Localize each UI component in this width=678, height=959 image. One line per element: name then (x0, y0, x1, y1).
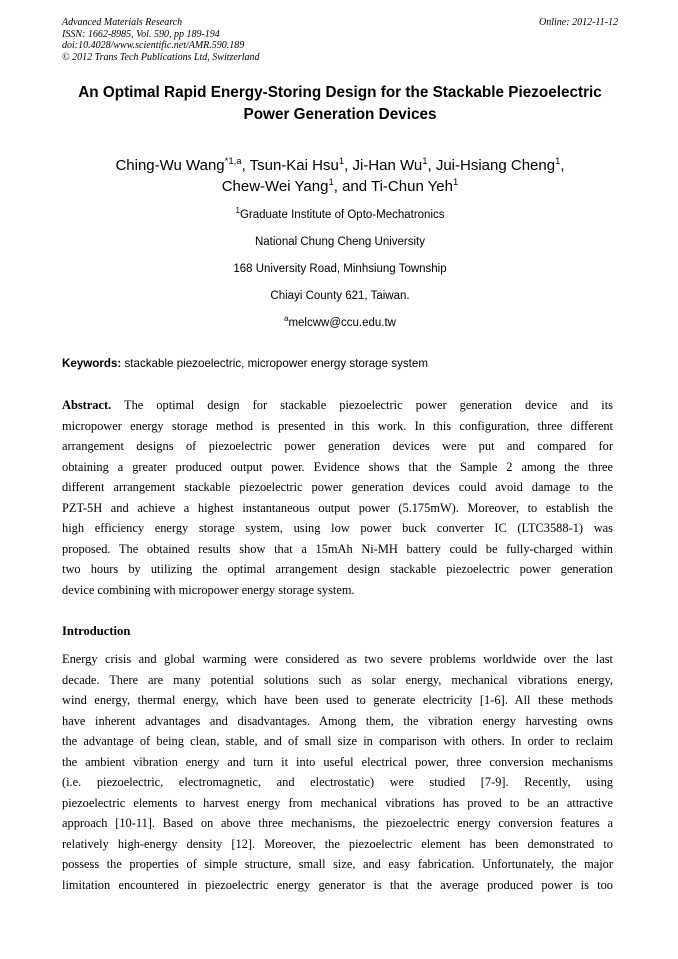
title-line-1: An Optimal Rapid Energy-Storing Design for the Stackable Piezoelectric (78, 84, 602, 101)
intro-line: piezoelectric elements to harvest energy from mechanical vibrations has proved to be an attractive (62, 795, 613, 810)
keywords-line (62, 357, 618, 371)
keywords-text: stackable piezoelectric, micropower energy storage system (121, 357, 429, 370)
author-name: , Tsun-Kai Hsu (241, 157, 339, 174)
copyright-line: © 2012 Trans Tech Publications Ltd, Switzerland (62, 51, 260, 63)
author-email (62, 316, 618, 330)
intro-line: decade. There are many potential solutions such as solar energy, mechanical vibrations energy, (62, 672, 613, 687)
affiliation-city: Chiayi County 621, Taiwan. (270, 290, 410, 302)
abstract-line: two hours by utilizing the optimal arrangement design stackable piezoelectric power generation (62, 562, 613, 576)
abstract-line: obtaining a greater produced output power. Evidence shows that the Sample 2 among the three (62, 459, 613, 474)
intro-line: limitation encountered in piezoelectric energy generator is that the average produced power is too (62, 877, 613, 892)
author-name: , Ji-Han Wu (344, 157, 423, 174)
keywords-label: Keywords: (62, 357, 122, 370)
author-name: , and Ti-Chun Yeh (333, 178, 453, 195)
intro-line: possess the properties of simple structure, small size, and easy fabrication. Unfortunately, the major (62, 857, 613, 871)
author-name: Chew-Wei Yang (221, 178, 329, 195)
author-line-2 (62, 176, 618, 197)
intro-line: (i.e. piezoelectric, electromagnetic, and electrostatic) were studied [7-9]. Recently, using (62, 775, 613, 789)
abstract-line: proposed. The obtained results show that a 15mAh Ni-MH battery could be fully-charged within (62, 541, 613, 556)
author-superscript: 1 (328, 177, 334, 188)
abstract-line: device combining with micropower energy storage system. (62, 582, 355, 597)
introduction-heading: Introduction (62, 624, 131, 638)
author-name: , Jui-Hsiang Cheng (427, 157, 556, 174)
affiliation-address: 168 University Road, Minhsiung Township (233, 263, 447, 275)
email-address: melcww@ccu.edu.tw (288, 317, 396, 329)
affiliation-university: National Chung Cheng University (254, 236, 426, 248)
abstract-line: arrangement designs of piezoelectric power generation devices were put and compared for (62, 439, 613, 453)
abstract-line: PZT-5H and achieve a highest instantaneous output power (5.175mW). Moreover, to establish the (62, 500, 613, 515)
doi-line: doi:10.4028/www.scientific.net/AMR.590.189 (62, 40, 245, 51)
journal-name: Advanced Materials Research (62, 17, 183, 28)
author-superscript: 1 (338, 156, 345, 167)
introduction-paragraph (62, 649, 613, 895)
author-superscript: 1 (555, 156, 561, 167)
title-line-2: Power Generation Devices (243, 106, 437, 123)
abstract-line: different arrangement stackable piezoelectric power generation devices could avoid damage to the (62, 480, 613, 494)
author-superscript: *1,a (224, 156, 242, 167)
author-superscript: 1 (422, 156, 428, 167)
issn-line: ISSN: 1662-8985, Vol. 590, pp 189-194 (62, 28, 220, 40)
abstract-line-text: The optimal design for stackable piezoelectric power generation device and its (111, 398, 613, 412)
intro-line: approach [10-11]. Based on above three mechanisms, the piezoelectric energy conversion features a (62, 816, 613, 830)
abstract-line: micropower energy storage method is presented in this work. In this configuration, three different (62, 418, 613, 433)
journal-header (62, 17, 618, 63)
abstract-label: Abstract. (62, 398, 112, 412)
paper-title (62, 82, 618, 126)
abstract-line (62, 395, 613, 416)
intro-line: the advantage of being clean, stable, and of small size in comparison with others. In order to reclaim (62, 734, 613, 748)
intro-line: Energy crisis and global warming were considered as two severe problems worldwide over the last (62, 652, 613, 666)
abstract-line: high efficiency energy storage system, using low power buck converter IC (LTC3588-1) was (62, 521, 613, 535)
intro-line: relatively high-energy density [12]. Moreover, the piezoelectric element has been demonstrated to (62, 836, 613, 851)
author-name: Ching-Wu Wang (115, 157, 225, 174)
intro-line: the ambient vibration energy and turn it into useful electrical power, three conversion mechanisms (62, 754, 613, 769)
institute-text: Graduate Institute of Opto-Mechatronics (239, 209, 445, 221)
affiliation-institute (62, 208, 618, 222)
intro-line: wind energy, thermal energy, which have been used to generate electricity [1-6]. All these methods (62, 693, 613, 707)
email-superscript: a (284, 314, 289, 323)
affiliation-superscript: 1 (235, 206, 240, 215)
author-separator: , (560, 157, 565, 174)
online-date: Online: 2012-11-12 (539, 17, 618, 28)
intro-line: have inherent advantages and disadvantages. Among them, the vibration energy harvesting owns (62, 713, 613, 728)
author-list (62, 155, 618, 197)
author-superscript: 1 (453, 177, 459, 188)
abstract-paragraph (62, 395, 613, 600)
author-line-1 (62, 155, 618, 176)
